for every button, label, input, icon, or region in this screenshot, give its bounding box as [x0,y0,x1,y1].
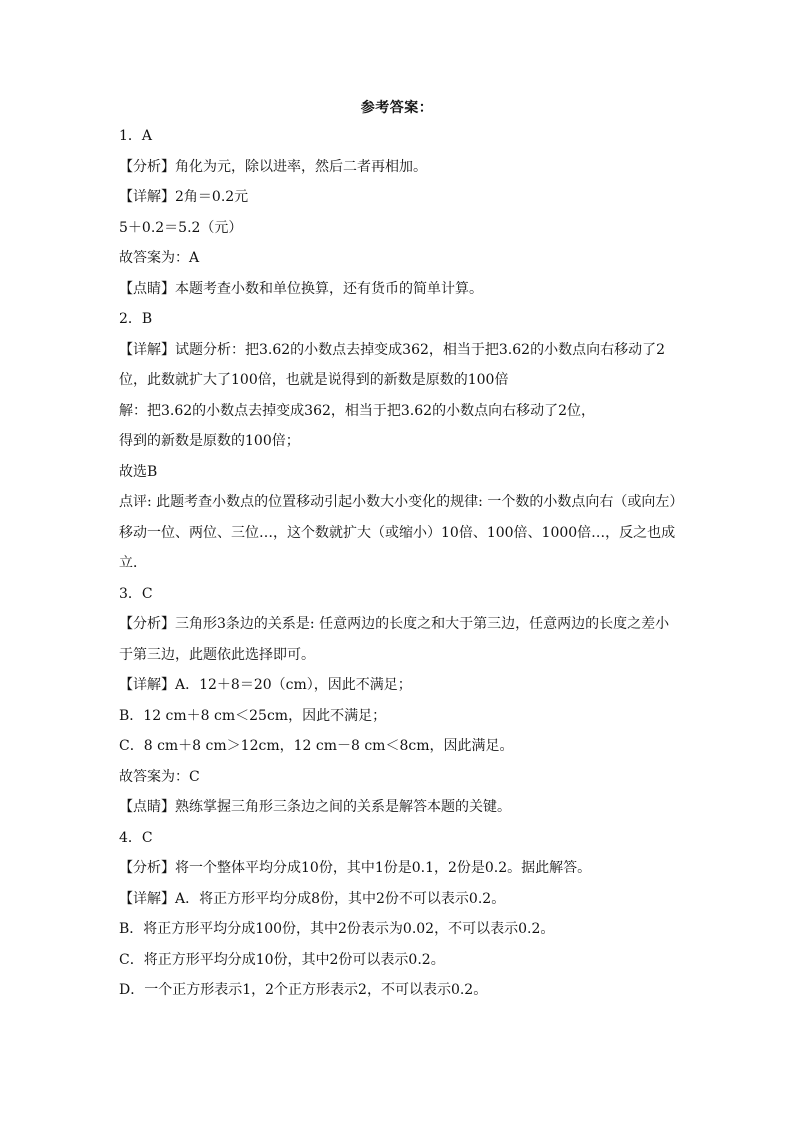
answer-2-detail-cont: 位，此数就扩大了100倍，也就是说得到的新数是原数的100倍 [119,372,509,388]
answer-1-analysis: 【分析】角化为元，除以进率，然后二者再相加。 [119,158,427,175]
answer-1-heading: 1．A [119,128,153,144]
answer-2-solution: 解：把3.62的小数点去掉变成362，相当于把3.62的小数点向右移动了2位， [119,402,595,419]
answer-4-detail-b: B．将正方形平均分成100份，其中2份表示为0.02，不可以表示0.2。 [119,921,555,937]
answer-4-detail-a: 【详解】A．将正方形平均分成8份，其中2份不可以表示0.2。 [119,890,506,907]
answer-1-detail: 【详解】2角＝0.2元 [119,189,249,205]
answer-2-solution-cont: 得到的新数是原数的100倍； [119,433,300,449]
answer-2-choice: 故选B [119,463,158,480]
answer-3-detail-b: B．12 cm＋8 cm＜25cm，因此不满足； [119,707,387,724]
answer-1-result: 故答案为：A [119,250,200,266]
answer-3-heading: 3．C [119,585,153,602]
answer-4-analysis: 【分析】将一个整体平均分成10份，其中1份是0.1，2份是0.2。据此解答。 [119,860,592,876]
answer-4-detail-c: C．将正方形平均分成10份，其中2份可以表示0.2。 [119,951,445,968]
answer-3-analysis-cont: 于第三边，此题依此选择即可。 [119,646,315,663]
answer-1-comment: 【点睛】本题考查小数和单位换算，还有货币的简单计算。 [119,280,483,297]
answer-4-heading: 4．C [119,829,153,846]
answer-3-detail-a: 【详解】A．12＋8＝20（cm），因此不满足； [119,677,412,693]
answer-3-comment: 【点睛】熟练掌握三角形三条边之间的关系是解答本题的关键。 [119,799,511,815]
page-title: 参考答案： [360,100,434,116]
answer-3-analysis: 【分析】三角形3条边的关系是: 任意两边的长度之和大于第三边，任意两边的长度之差小 [119,616,670,632]
answer-2-review-cont: 移动一位、两位、三位…，这个数就扩大（或缩小）10倍、100倍、1000倍…，反之也成 [119,524,676,541]
answer-3-detail-c: C．8 cm＋8 cm＞12cm，12 cm－8 cm＜8cm，因此满足。 [119,738,514,754]
answer-4-detail-d: D．一个正方形表示1，2个正方形表示2，不可以表示0.2。 [119,982,488,998]
answer-2-review: 点评: 此题考查小数点的位置移动引起小数大小变化的规律: 一个数的小数点向右（或向左） [119,494,684,510]
answer-2-detail: 【详解】试题分析：把3.62的小数点去掉变成362，相当于把3.62的小数点向右移动了2 [119,341,665,358]
answer-body [119,121,684,1006]
answer-2-review-end: 立． [119,555,147,571]
answer-1-calc: 5＋0.2＝5.2（元） [119,219,243,236]
answer-2-heading: 2．B [119,311,153,327]
answer-3-result: 故答案为：C [119,768,200,785]
